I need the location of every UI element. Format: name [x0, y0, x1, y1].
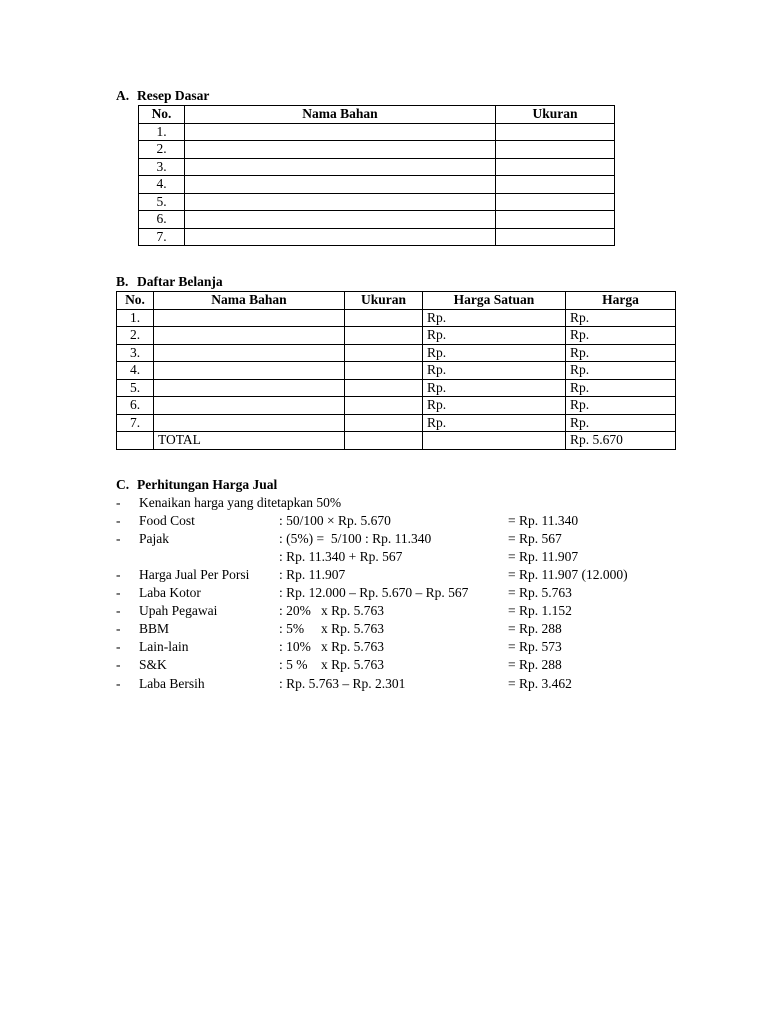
table-row	[139, 193, 615, 211]
section-b-letter: B.	[116, 274, 129, 289]
cell-ukuran	[345, 344, 423, 362]
cell-ukuran	[496, 193, 615, 211]
calc-result: = Rp. 11.907	[508, 549, 579, 564]
table-row	[139, 211, 615, 229]
cell-nama-bahan	[154, 327, 345, 345]
daftar-belanja-table	[116, 291, 676, 450]
cell-no: 4.	[139, 176, 185, 194]
calc-line-s-and-k	[116, 656, 676, 674]
cell-nama-bahan	[154, 379, 345, 397]
column-header-harga-satuan: Harga Satuan	[423, 292, 566, 310]
calc-line-upah-pegawai	[116, 602, 676, 620]
cell-ukuran	[496, 211, 615, 229]
column-header-nama-bahan: Nama Bahan	[185, 106, 496, 124]
bullet-dash: -	[116, 513, 121, 528]
cell-no: 2.	[139, 141, 185, 159]
total-label: TOTAL	[154, 432, 345, 450]
cell-ukuran	[345, 414, 423, 432]
cell-no: 6.	[139, 211, 185, 229]
calc-line-kenaikan-harga	[116, 494, 676, 512]
table-row	[117, 362, 676, 380]
total-harga: Rp. 5.670	[566, 432, 676, 450]
bullet-dash: -	[116, 639, 121, 654]
cell-no: 1.	[117, 309, 154, 327]
cell-harga-satuan: Rp.	[423, 397, 566, 415]
cell-harga: Rp.	[566, 414, 676, 432]
cell-nama-bahan	[185, 158, 496, 176]
column-header-nama-bahan: Nama Bahan	[154, 292, 345, 310]
calc-result: = Rp. 11.340	[508, 513, 579, 528]
cell-no: 6.	[117, 397, 154, 415]
cell-harga-satuan: Rp.	[423, 379, 566, 397]
cell-nama-bahan	[185, 141, 496, 159]
cell-ukuran	[496, 141, 615, 159]
cell-harga-satuan: Rp.	[423, 309, 566, 327]
column-header-no: No.	[117, 292, 154, 310]
bullet-dash: -	[116, 495, 121, 510]
table-row	[117, 327, 676, 345]
calc-result: = Rp. 567	[508, 531, 562, 546]
bullet-dash: -	[116, 621, 121, 636]
cell-harga-satuan-empty	[423, 432, 566, 450]
cell-harga: Rp.	[566, 397, 676, 415]
calc-formula: : Rp. 11.340 + Rp. 567	[279, 549, 403, 564]
cell-nama-bahan	[154, 397, 345, 415]
calc-line-pajak	[116, 530, 676, 548]
bullet-dash: -	[116, 676, 121, 691]
cell-ukuran	[496, 123, 615, 141]
cell-ukuran	[345, 379, 423, 397]
cell-no: 4.	[117, 362, 154, 380]
calc-line-laba-kotor	[116, 584, 676, 602]
calc-result: = Rp. 288	[508, 657, 562, 672]
cell-no: 3.	[117, 344, 154, 362]
cell-nama-bahan	[185, 123, 496, 141]
calc-label: Food Cost	[139, 513, 195, 528]
cell-ukuran	[345, 397, 423, 415]
section-a-letter: A.	[116, 88, 130, 103]
calc-label: S&K	[139, 657, 167, 672]
cell-ukuran	[345, 362, 423, 380]
cell-harga-satuan: Rp.	[423, 344, 566, 362]
cell-nama-bahan	[185, 211, 496, 229]
calc-formula: : 5 % x Rp. 5.763	[279, 657, 385, 672]
cell-ukuran	[496, 228, 615, 246]
section-c-letter: C.	[116, 477, 130, 492]
calc-line-food-cost	[116, 512, 676, 530]
bullet-dash: -	[116, 585, 121, 600]
cell-harga: Rp.	[566, 327, 676, 345]
calc-label: Harga Jual Per Porsi	[139, 567, 250, 582]
bullet-dash: -	[116, 603, 121, 618]
calc-result: = Rp. 11.907 (12.000)	[508, 567, 628, 582]
calc-line-lain-lain	[116, 638, 676, 656]
calc-formula: : 50/100 × Rp. 5.670	[279, 513, 391, 528]
table-header-row	[139, 106, 615, 124]
table-row	[117, 309, 676, 327]
cell-harga: Rp.	[566, 362, 676, 380]
section-b-title: Daftar Belanja	[137, 274, 223, 289]
cell-ukuran-empty	[345, 432, 423, 450]
cell-nama-bahan	[154, 344, 345, 362]
cell-no-empty	[117, 432, 154, 450]
cell-nama-bahan	[154, 362, 345, 380]
calc-formula: : Rp. 12.000 – Rp. 5.670 – Rp. 567	[279, 585, 469, 600]
section-b-heading	[116, 274, 223, 290]
table-row	[139, 141, 615, 159]
section-c-heading	[116, 477, 277, 493]
calc-result: = Rp. 288	[508, 621, 562, 636]
calc-label: Laba Bersih	[139, 676, 205, 691]
cell-ukuran	[345, 309, 423, 327]
cell-harga-satuan: Rp.	[423, 327, 566, 345]
calc-line-pajak-total	[116, 548, 676, 566]
table-header-row	[117, 292, 676, 310]
cell-no: 5.	[117, 379, 154, 397]
cell-no: 7.	[117, 414, 154, 432]
calc-result: = Rp. 1.152	[508, 603, 572, 618]
section-c-title: Perhitungan Harga Jual	[137, 477, 278, 492]
cell-nama-bahan	[185, 176, 496, 194]
calc-label: Lain-lain	[139, 639, 189, 654]
cell-nama-bahan	[154, 309, 345, 327]
cell-nama-bahan	[185, 228, 496, 246]
column-header-ukuran: Ukuran	[345, 292, 423, 310]
calc-formula: : Rp. 5.763 – Rp. 2.301	[279, 676, 406, 691]
calc-formula: : (5%) = 5/100 : Rp. 11.340	[279, 531, 432, 546]
cell-ukuran	[496, 158, 615, 176]
bullet-dash: -	[116, 531, 121, 546]
cell-harga-satuan: Rp.	[423, 414, 566, 432]
cell-no: 1.	[139, 123, 185, 141]
table-row	[139, 228, 615, 246]
calc-formula: : 5% x Rp. 5.763	[279, 621, 385, 636]
calc-result: = Rp. 5.763	[508, 585, 572, 600]
calc-result: = Rp. 3.462	[508, 676, 572, 691]
cell-no: 2.	[117, 327, 154, 345]
cell-harga: Rp.	[566, 309, 676, 327]
table-row	[117, 397, 676, 415]
calc-label: Pajak	[139, 531, 169, 546]
calc-line-harga-jual-per-porsi	[116, 566, 676, 584]
table-row	[117, 344, 676, 362]
cell-ukuran	[345, 327, 423, 345]
section-a-title: Resep Dasar	[137, 88, 210, 103]
calc-result: = Rp. 573	[508, 639, 562, 654]
table-row	[117, 414, 676, 432]
section-a-heading	[116, 88, 209, 104]
calc-label: BBM	[139, 621, 170, 636]
cell-no: 3.	[139, 158, 185, 176]
column-header-harga: Harga	[566, 292, 676, 310]
cell-harga: Rp.	[566, 379, 676, 397]
cell-ukuran	[496, 176, 615, 194]
cell-nama-bahan	[185, 193, 496, 211]
cell-nama-bahan	[154, 414, 345, 432]
cell-harga: Rp.	[566, 344, 676, 362]
calc-line-bbm	[116, 620, 676, 638]
calc-formula: : 20% x Rp. 5.763	[279, 603, 385, 618]
table-row	[139, 123, 615, 141]
bullet-dash: -	[116, 657, 121, 672]
column-header-ukuran: Ukuran	[496, 106, 615, 124]
table-row	[139, 176, 615, 194]
calc-line-laba-bersih	[116, 675, 676, 693]
calc-label: Laba Kotor	[139, 585, 201, 600]
cell-harga-satuan: Rp.	[423, 362, 566, 380]
column-header-no: No.	[139, 106, 185, 124]
calc-label: Kenaikan harga yang ditetapkan 50%	[139, 495, 342, 510]
cell-no: 7.	[139, 228, 185, 246]
cell-no: 5.	[139, 193, 185, 211]
bullet-dash: -	[116, 567, 121, 582]
table-row	[139, 158, 615, 176]
calc-formula: : 10% x Rp. 5.763	[279, 639, 385, 654]
total-row	[117, 432, 676, 450]
calc-formula: : Rp. 11.907	[279, 567, 346, 582]
resep-dasar-table	[138, 105, 615, 246]
table-row	[117, 379, 676, 397]
calc-label: Upah Pegawai	[139, 603, 218, 618]
